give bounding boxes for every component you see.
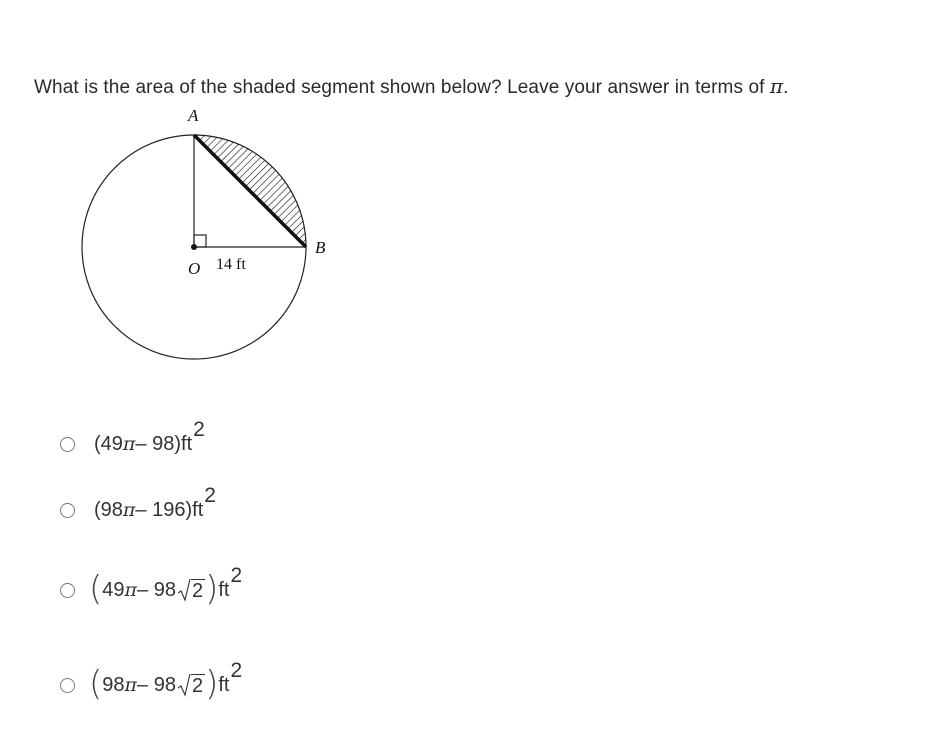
- center-point: [191, 244, 197, 250]
- option-4-open: (: [89, 664, 103, 704]
- question-text: [34, 74, 789, 99]
- radio-button-1[interactable]: [60, 437, 75, 452]
- option-1-expression: [94, 418, 205, 456]
- option-4-exponent: 2: [230, 659, 243, 682]
- option-3-expression: [89, 564, 243, 609]
- option-2-exponent: 2: [204, 484, 216, 507]
- option-3-unit: ft: [218, 578, 230, 601]
- option-4-close: ): [205, 664, 219, 704]
- option-3-sqrt: [178, 578, 205, 602]
- circle-diagram: [70, 100, 340, 370]
- answer-option-2[interactable]: [60, 484, 216, 532]
- question-main: What is the area of the shaded segment shown below? Leave your answer in terms of: [34, 77, 765, 98]
- option-3-mid: – 98: [137, 578, 176, 601]
- radio-button-4[interactable]: [60, 678, 75, 693]
- answer-option-1[interactable]: [60, 418, 205, 466]
- option-3-open: (: [89, 569, 103, 609]
- option-4-mid: – 98: [137, 673, 176, 696]
- pi-symbol: π: [769, 74, 784, 98]
- option-2-coef: 98: [100, 498, 123, 521]
- answer-option-3[interactable]: [60, 564, 243, 612]
- option-1-rest: – 98)ft: [135, 432, 193, 455]
- option-3-radicand: 2: [191, 580, 204, 602]
- radio-button-3[interactable]: [60, 583, 75, 598]
- option-1-coef: 49: [100, 432, 123, 455]
- sqrt-sign-icon: [178, 578, 191, 602]
- option-3-exponent: 2: [230, 564, 243, 587]
- radio-button-2[interactable]: [60, 503, 75, 518]
- circle-diagram-svg: [70, 100, 340, 370]
- option-1-open: (: [94, 432, 101, 455]
- label-A: A: [188, 106, 199, 125]
- question-period: .: [783, 77, 789, 98]
- option-4-pi: π: [124, 674, 138, 696]
- option-4-unit: ft: [218, 673, 230, 696]
- label-O: O: [188, 259, 201, 278]
- option-3-coef: 49: [102, 578, 125, 601]
- answer-option-4[interactable]: [60, 659, 243, 707]
- option-2-rest: – 196)ft: [135, 498, 204, 521]
- option-2-expression: [94, 484, 216, 522]
- option-1-exponent: 2: [193, 418, 205, 441]
- sqrt-sign-icon: [178, 673, 191, 697]
- option-3-pi: π: [124, 579, 138, 601]
- label-B: B: [315, 238, 326, 257]
- option-1-pi: π: [122, 433, 136, 455]
- option-4-expression: [89, 659, 243, 704]
- option-4-coef: 98: [102, 673, 125, 696]
- option-4-radicand: 2: [191, 675, 204, 697]
- radius-length-label: 14 ft: [216, 256, 246, 273]
- option-4-sqrt: [178, 673, 205, 697]
- option-3-close: ): [205, 569, 219, 609]
- option-2-pi: π: [122, 499, 136, 521]
- option-2-open: (: [94, 498, 101, 521]
